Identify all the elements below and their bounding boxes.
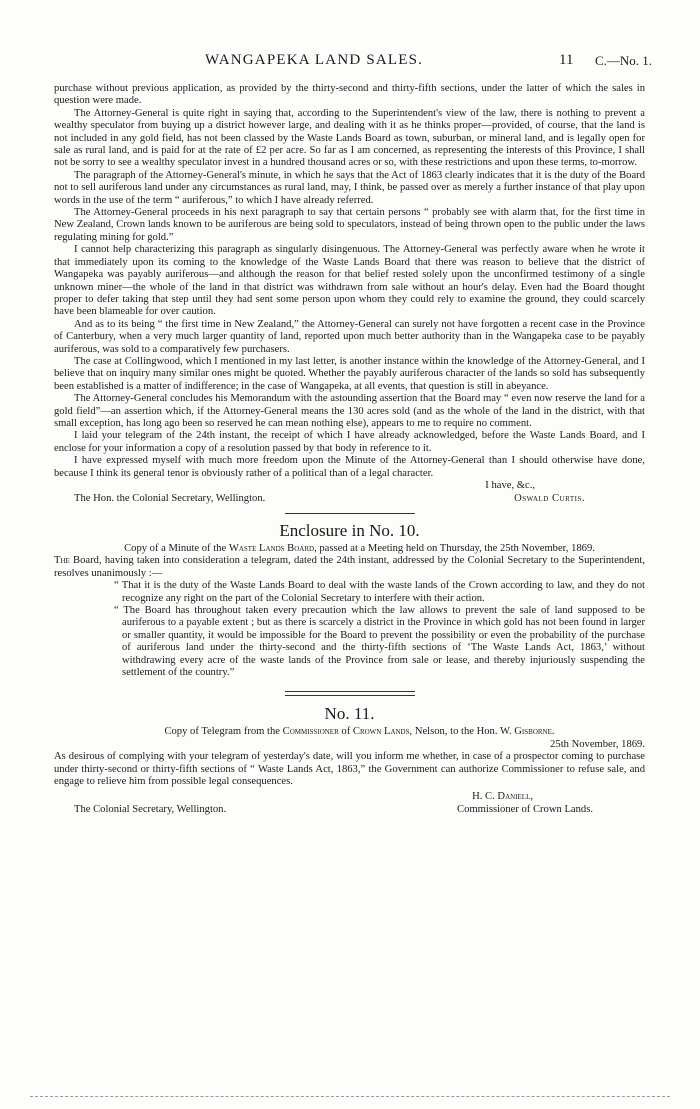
section-divider-double bbox=[285, 691, 415, 696]
letter-paragraph: The Attorney-General proceeds in his next paragraph to say that certain persons “ probably see with alarm that, for the first time in New Zealand, Crown lands known to be auriferous are being sold to speculators, instead of being thrown open to the public under the laws regulating mining for gold.” bbox=[54, 207, 645, 243]
caption-from: Commissioner bbox=[282, 726, 339, 738]
letter-paragraph: The paragraph of the Attorney-General's minute, in which he says that the Act of 1863 clearly indicates that it is the duty of the Board not to sell auriferous land under any circumstances as rural land, may, I think, be passed over as merely a further instance of that play upon words in the use of the term “ auriferous,” to which I have already referred. bbox=[54, 169, 645, 206]
document-body bbox=[54, 83, 645, 819]
telegram-addressee: The Colonial Secretary, Wellington. bbox=[74, 803, 227, 815]
caption-prefix: Copy of Telegram from the bbox=[164, 726, 281, 738]
telegram-signer: H. C. Daniell, bbox=[472, 790, 533, 802]
intro-text: Board, having taken into consideration a telegram, dated the 24th instant, addressed by the Colonial Secretary to the Superintendent, resolves unanimously :— bbox=[54, 555, 645, 579]
letter-signature: Oswald Curtis. bbox=[514, 493, 585, 504]
letter-signature-block bbox=[54, 480, 645, 505]
caption-suffix: , passed at a Meeting held on Thursday, the 25th November, 1869. bbox=[314, 543, 595, 554]
intro-lead: The bbox=[54, 555, 70, 567]
letter-paragraph: I cannot help characterizing this paragraph as singularly disingenuous. The Attorney-General was perfectly aware when he wrote it that immediately upon its coming to the knowledge of the Waste Lands Board that there was reason to believe that the district of Wangapeka was payably auriferous—and although the reason for that belief rested solely upon the unconfirmed testimony of a single unknown miner—the whole of the land in that district was withdrawn from sale without an hour's delay. Even had the Board thought proper to defer taking that step until they had sent some person upon whom they could rely to examine the ground, they could scarcely have been blameable for over caution. bbox=[54, 244, 645, 318]
caption-crown: Crown Lands bbox=[352, 726, 410, 738]
enclosure-caption bbox=[54, 543, 645, 555]
section-no-11 bbox=[54, 704, 645, 818]
telegram-caption bbox=[54, 726, 645, 738]
section-divider bbox=[285, 513, 415, 514]
page-bottom-edge bbox=[30, 1096, 670, 1097]
page-number: 11 bbox=[559, 52, 574, 68]
letter-paragraph: And as to its being “ the first time in New Zealand,” the Attorney-General can surely not have forgotten a recent case in the Province of Canterbury, when a very much larger quantity of land, reported upon much better authority than in the Wangapeka case to be payably auriferous, was sold to a comparatively few purchasers. bbox=[54, 318, 645, 355]
letter-paragraph: I have expressed myself with much more freedom upon the Minute of the Attorney-General than I should otherwise have done, because I think its general tenor is obviously rather of a political than of a legal character. bbox=[54, 455, 645, 479]
letter-closing: I have, &c., bbox=[485, 480, 535, 491]
running-header bbox=[0, 52, 700, 72]
caption-board: Waste Lands Board bbox=[228, 543, 315, 554]
caption-mid: , Nelson, to the Hon. W. bbox=[409, 726, 515, 738]
letter-addressee: The Hon. the Colonial Secretary, Wellington. bbox=[74, 493, 266, 504]
document-reference: C.—No. 1. bbox=[595, 53, 653, 68]
telegram-signature-block bbox=[54, 791, 645, 819]
letter-paragraph: The Attorney-General concludes his Memorandum with the astounding assertion that the Board may “ even now reserve the land for a gold field”—an assertion which, if the Attorney-General means the 130 acres sold (and as the whole of the land in the district, with that small exception, has long ago been so reserved he can mean nothing else), appears to me to require no comment. bbox=[54, 393, 645, 429]
enclosure-section bbox=[54, 521, 645, 679]
letter-paragraph: The Attorney-General is quite right in saying that, according to the Superintendent's view of the law, there is nothing to prevent a wealthy speculator from buying up a district however large, and dealing with it as he thinks proper—provided, of course, that the land is not included in any gold field, has not been classed by the Waste Lands Board as town, suburban, or mineral land, and is legally open for sale as rural land, and is paid for at the rate of £2 per acre. So far as I am concerned, as representing the interests of this Province, I shall not be sorry to see a wealthy speculator invest in a hundred thousand acres or so, with these restrictions and upon these terms, to-morrow. bbox=[54, 107, 645, 169]
letter-paragraph: I laid your telegram of the 24th instant, the receipt of which I have already acknowledged, before the Waste Lands Board, and I enclose for your information a copy of a resolution passed by that body in reference to it. bbox=[54, 430, 645, 454]
telegram-text: As desirous of complying with your telegram of yesterday's date, will you inform me whether, in case of a prospector coming to purchase under thirty-second or thirty-fifth sections of “ Waste Lands Act, 1863,” the Government can authorize Commissioner to refuse sale, and engage to relieve him from possible legal consequences. bbox=[54, 751, 645, 788]
resolution-quote: “ That it is the duty of the Waste Lands Board to deal with the waste lands of the Crown according to law, and they do not recognize any right on the part of the Colonial Secretary to interfere with their action. bbox=[114, 580, 645, 604]
enclosure-intro bbox=[54, 555, 645, 580]
header-title: WANGAPEKA LAND SALES. bbox=[205, 52, 424, 68]
resolution-quote: “ The Board has throughout taken every precaution which the law allows to prevent the sale of land supposed to be auriferous to a payable extent ; but as there is scarcely a district in the Province in which gold has not been found in larger or smaller quantity, it would be impossible for the Board to prevent the possibility or even the probability of the purchase of auriferous land under the thirty-second and the thirty-fifth sections of ‘The Waste Lands Act, 1863,’ without withdrawing every acre of the waste lands of the Province from sale or lease, and thereby injuriously suspending the settlement of the country.” bbox=[114, 605, 645, 679]
letter-paragraph: purchase without previous application, as provided by the thirty-second and thirty-fifth sections, under the latter of which the sales in question were made. bbox=[54, 83, 645, 107]
caption-mid: of bbox=[338, 726, 353, 738]
telegram-date: 25th November, 1869. bbox=[550, 738, 645, 750]
letter-paragraph: The case at Collingwood, which I mentioned in my last letter, is another instance within the knowledge of the Attorney-General, and I believe that on inquiry many similar ones might be quoted. Whether the payably auriferous character of the lands so sold has subsequently been established is a matter of indifference; in the case of Wangapeka, at all events, that question is still in abeyance. bbox=[54, 355, 645, 392]
enclosure-heading: Enclosure in No. 10. bbox=[279, 521, 420, 540]
section-heading: No. 11. bbox=[324, 704, 375, 724]
letter bbox=[54, 83, 645, 505]
caption-to: Gisborne bbox=[514, 726, 552, 738]
caption-prefix: Copy of a Minute of the bbox=[124, 543, 227, 554]
caption-end: . bbox=[551, 726, 555, 738]
telegram-signer-title: Commissioner of Crown Lands. bbox=[457, 803, 593, 815]
